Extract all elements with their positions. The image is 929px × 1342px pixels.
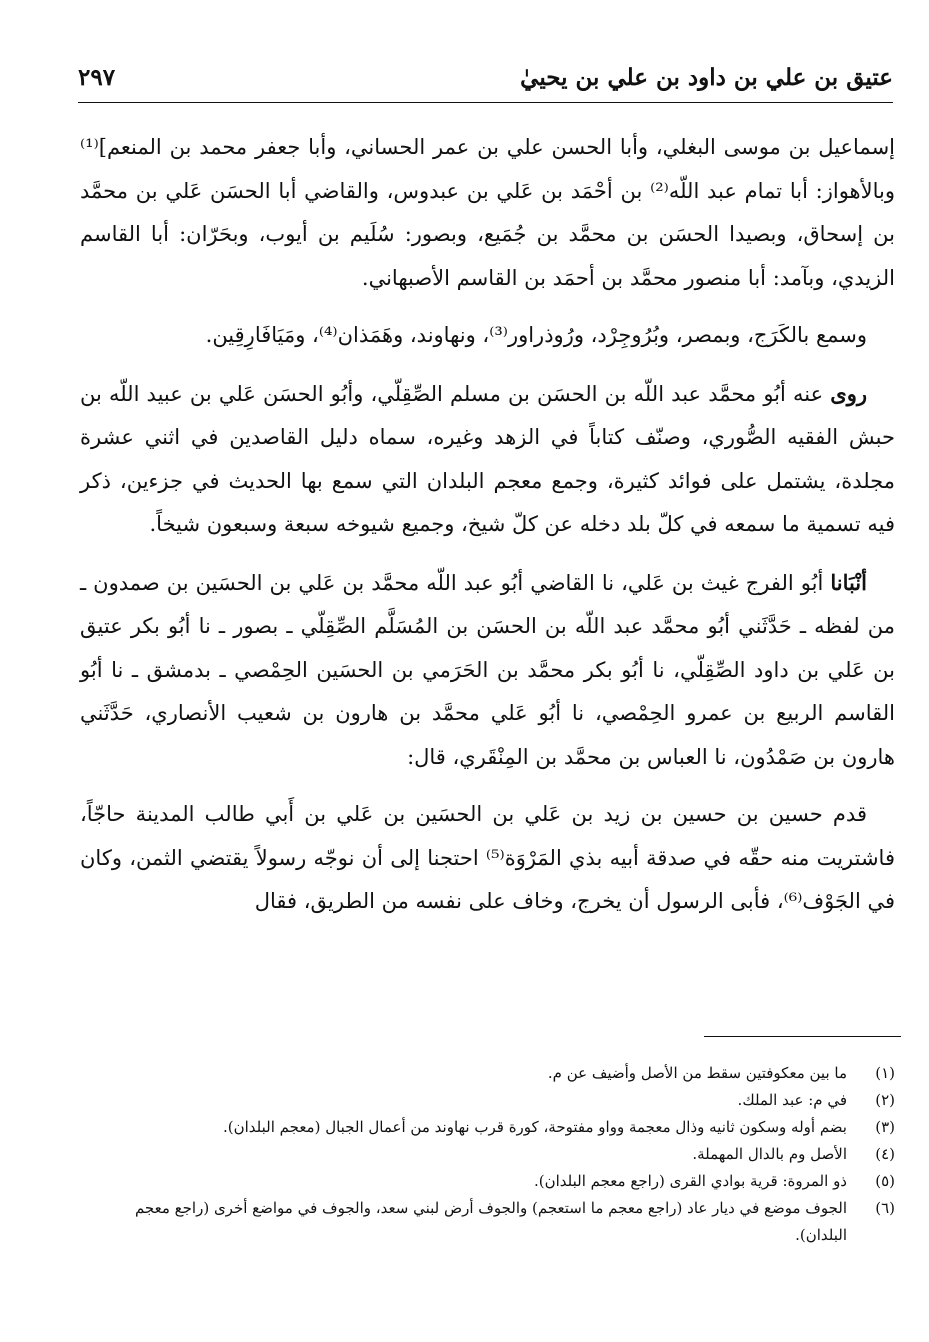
footnote-number: (٦) [875,1199,895,1217]
footnote-text: الأصل وم بالدال المهملة. [692,1145,847,1163]
footnote-number: (٥) [875,1172,895,1190]
footnote-text: بضم أوله وسكون ثانيه وذال معجمة وواو مفتوحة، كورة قرب نهاوند من أعمال الجبال (معجم البلدان). [222,1118,847,1136]
main-text [80,126,895,938]
footnote-6 [90,1195,895,1249]
paragraph-3-text: عنه أبُو محمَّد عبد اللّه بن الحسَن بن مسلم الصِّقِلّي، وأبُو الحسَن عَلي بن عبيد اللّه بن حبش الفقيه الصُّوري، وصنّف كتاباً في الزهد وغيره، سماه دليل القاصدين في اثني عشرة مجلدة، يشتمل على فوائد كثيرة، وجمع معجم البلدان التي سمع بها الحديث في جزءين، ذكر فيه تسمية ما سمعه في كلّ بلد دخله عن كلّ شيخ، وجميع شيوخه سبعة وسبعون شيخاً. [80,381,895,536]
footnote-1 [90,1060,895,1087]
paragraph-4 [80,561,895,780]
paragraph-5: قدم حسين بن حسين بن زيد بن عَلي بن الحسَين بن عَلي بن أَبي طالب المدينة حاجّاً، فاشتريت منه حقّه في صدقة أبيه بذي المَرْوَة⁽⁵⁾ احتجنا إلى أن نوجّه رسولاً يقتضي الثمن، وكان في الجَوْف⁽⁶⁾، فأبى الرسول أن يخرج، وخاف على نفسه من الطريق، فقال [80,802,895,913]
footnote-2 [90,1087,895,1114]
paragraph-3-lead-word: روى [830,380,867,406]
paragraph-4-lead-word: أنْبَانا [830,569,867,595]
footnotes [90,1060,895,1249]
footnote-3 [90,1114,895,1141]
running-title: عتيق بن علي بن داود بن علي بن يحييٰ [520,64,893,91]
footnote-number: (٣) [875,1118,895,1136]
footnote-number: (٢) [875,1091,895,1109]
footnote-text: ما بين معكوفتين سقط من الأصل وأضيف عن م. [547,1064,847,1082]
page-number: ٢٩٧ [78,64,116,91]
page-header [78,60,893,103]
footnote-number: (١) [875,1064,895,1082]
footnote-5 [90,1168,895,1195]
paragraph-1: إسماعيل بن موسى البغلي، وأبا الحسن علي بن عمر الحساني، وأبا جعفر محمد بن المنعم]⁽¹⁾ وبالأهواز: أبا تمام عبد اللّه⁽²⁾ بن أحْمَد بن عَلي بن عبدوس، والقاضي أبا الحسَن عَلي بن محمَّد بن إسحاق، وبصيدا الحسَن بن محمَّد بن جُمَيع، وبصور: سُلَيم بن أيوب، وبحَرّان: أبا القاسم الزيدي، وبآمد: أبا منصور محمَّد بن أحمَد بن القاسم الأصبهاني. [80,135,895,290]
paragraph-3 [80,372,895,547]
footnote-text: في م: عبد الملك. [737,1091,847,1109]
paragraph-4-text: أبُو الفرج غيث بن عَلي، نا القاضي أبُو عبد اللّه محمَّد بن عَلي بن الحسَين بن صمدون ـ من لفظه ـ حَدَّثَني أبُو محمَّد عبد اللّه بن الحسَن بن المُسَلَّم الصِّقِلّي ـ بصور ـ نا أبُو بكر عتيق بن عَلي بن داود الصِّقِلّي، نا أبُو بكر محمَّد بن الحَرَمي بن الحسَين الحِمْصي ـ بدمشق ـ نا أبُو القاسم الربيع بن عمرو الحِمْصي، نا أبُو عَلي محمَّد بن هارون بن شعيب الأنصاري، حَدَّثَني هارون بن صَمْدُون، نا العباس بن محمَّد بن المِنْقَري، قال: [80,570,896,769]
footnote-text: ذو المروة: قرية بوادي القرى (راجع معجم البلدان). [533,1172,847,1190]
paragraph-2: وسمع بالكَرَج، وبمصر، وبُرُوجِرْد، ورُوذراور⁽³⁾، ونهاوند، وهَمَذان⁽⁴⁾، ومَيَافَارِقِين. [205,323,867,347]
footnote-4 [90,1141,895,1168]
footnote-divider [704,1036,901,1037]
footnote-text: الجوف موضع في ديار عاد (راجع معجم ما استعجم) والجوف أرض لبني سعد، والجوف في مواضع أخرى (راجع معجم البلدان). [134,1199,847,1244]
footnote-number: (٤) [875,1145,895,1163]
